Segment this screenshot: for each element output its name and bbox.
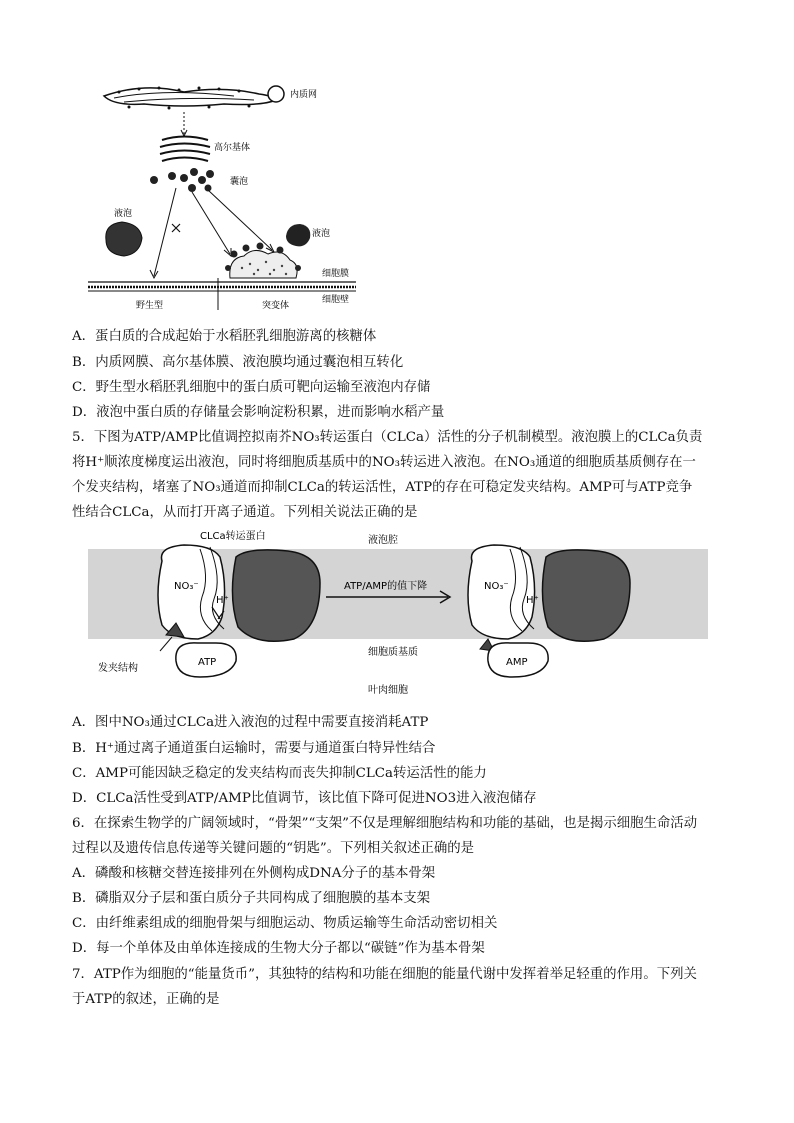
q6-option-a: A．磷酸和核糖交替连接排列在外侧构成DNA分子的基本骨架 <box>72 866 436 881</box>
q7-stem-line2: 于ATP的叙述，正确的是 <box>72 992 220 1007</box>
q6-option-d: D．每一个单体及由单体连接成的生物大分子都以“碳链”作为基本骨架 <box>72 941 485 956</box>
q6-stem-line1: 6．在探索生物学的广阔领域时，“骨架”“支架”不仅是理解细胞结构和功能的基础，也是揭示细胞生命活动 <box>72 816 698 831</box>
hairpin-label: 发夹结构 <box>98 663 138 674</box>
q4-option-a: A．蛋白质的合成起始于水稻胚乳细胞游离的核糖体 <box>72 329 377 344</box>
protein-trafficking-figure <box>84 78 374 310</box>
h-left-label: H⁺ <box>216 595 229 606</box>
q5-stem-line4: 性结合CLCa，从而打开离子通道。下列相关说法正确的是 <box>72 505 418 520</box>
vacuole-right-label: 液泡 <box>312 229 331 239</box>
q6-option-c: C．由纤维素组成的细胞骨架与细胞运动、物质运输等生命活动密切相关 <box>72 916 498 931</box>
wildtype-label: 野生型 <box>136 301 164 310</box>
er-label: 内质网 <box>290 90 318 100</box>
q5-option-b: B．H⁺通过离子通道蛋白运输时，需要与通道蛋白特异性结合 <box>72 741 436 756</box>
q5-option-c: C．AMP可能因缺乏稳定的发夹结构而丧失抑制CLCa转运活性的能力 <box>72 766 487 781</box>
wall-label: 细胞壁 <box>322 295 350 305</box>
amp-label: AMP <box>506 657 528 668</box>
q7-stem-line1: 7．ATP作为细胞的“能量货币”，其独特的结构和功能在细胞的能量代谢中发挥着举足轻重的作用。下列关 <box>72 967 697 982</box>
q5-stem-line2: 将H⁺顺浓度梯度运出液泡，同时将细胞质基质中的NO₃转运进入液泡。在NO₃通道的细胞质基质侧存在一 <box>72 455 696 470</box>
q4-option-d: D．液泡中蛋白质的存储量会影响淀粉积累，进而影响水稻产量 <box>72 405 445 420</box>
q5-option-d: D．CLCa活性受到ATP/AMP比值调节，该比值下降可促进NO3进入液泡储存 <box>72 791 537 806</box>
q6-stem-line2: 过程以及遗传信息传递等关键问题的“钥匙”。下列相关叙述正确的是 <box>72 841 475 856</box>
vacuole-left-label: 液泡 <box>114 209 133 219</box>
vesicle-label: 囊泡 <box>230 177 249 187</box>
no3-right-label: NO₃⁻ <box>484 581 509 592</box>
q4-option-c: C．野生型水稻胚乳细胞中的蛋白质可靶向运输至液泡内存储 <box>72 380 431 395</box>
mutant-label: 突变体 <box>262 301 290 310</box>
q5-stem-line1: 5．下图为ATP/AMP比值调控拟南芥NO₃转运蛋白（CLCa）活性的分子机制模型。液泡膜上的CLCa负责 <box>72 430 703 445</box>
q5-stem-line3: 个发夹结构，堵塞了NO₃通道而抑制CLCa的转运活性，ATP的存在可稳定发夹结构。AMP可与ATP竞争 <box>72 480 693 495</box>
membrane-label: 细胞膜 <box>322 269 350 279</box>
golgi-label: 高尔基体 <box>214 143 251 153</box>
q4-option-b: B．内质网膜、高尔基体膜、液泡膜均通过囊泡相互转化 <box>72 355 404 370</box>
no3-left-label: NO₃⁻ <box>174 581 199 592</box>
h-right-label: H⁺ <box>526 595 539 606</box>
q5-option-a: A．图中NO₃通过CLCa进入液泡的过程中需要直接消耗ATP <box>72 715 429 730</box>
atp-label: ATP <box>198 657 217 668</box>
q6-option-b: B．磷脂双分子层和蛋白质分子共同构成了细胞膜的基本支架 <box>72 891 430 906</box>
cytosol-label: 细胞质基质 <box>368 647 418 658</box>
clca-label: CLCa转运蛋白 <box>200 531 266 542</box>
clca-model-figure <box>88 527 708 707</box>
ratio-arrow-label: ATP/AMP的值下降 <box>344 581 428 592</box>
lumen-label: 液泡腔 <box>368 535 398 546</box>
mesophyll-label: 叶肉细胞 <box>368 685 408 696</box>
